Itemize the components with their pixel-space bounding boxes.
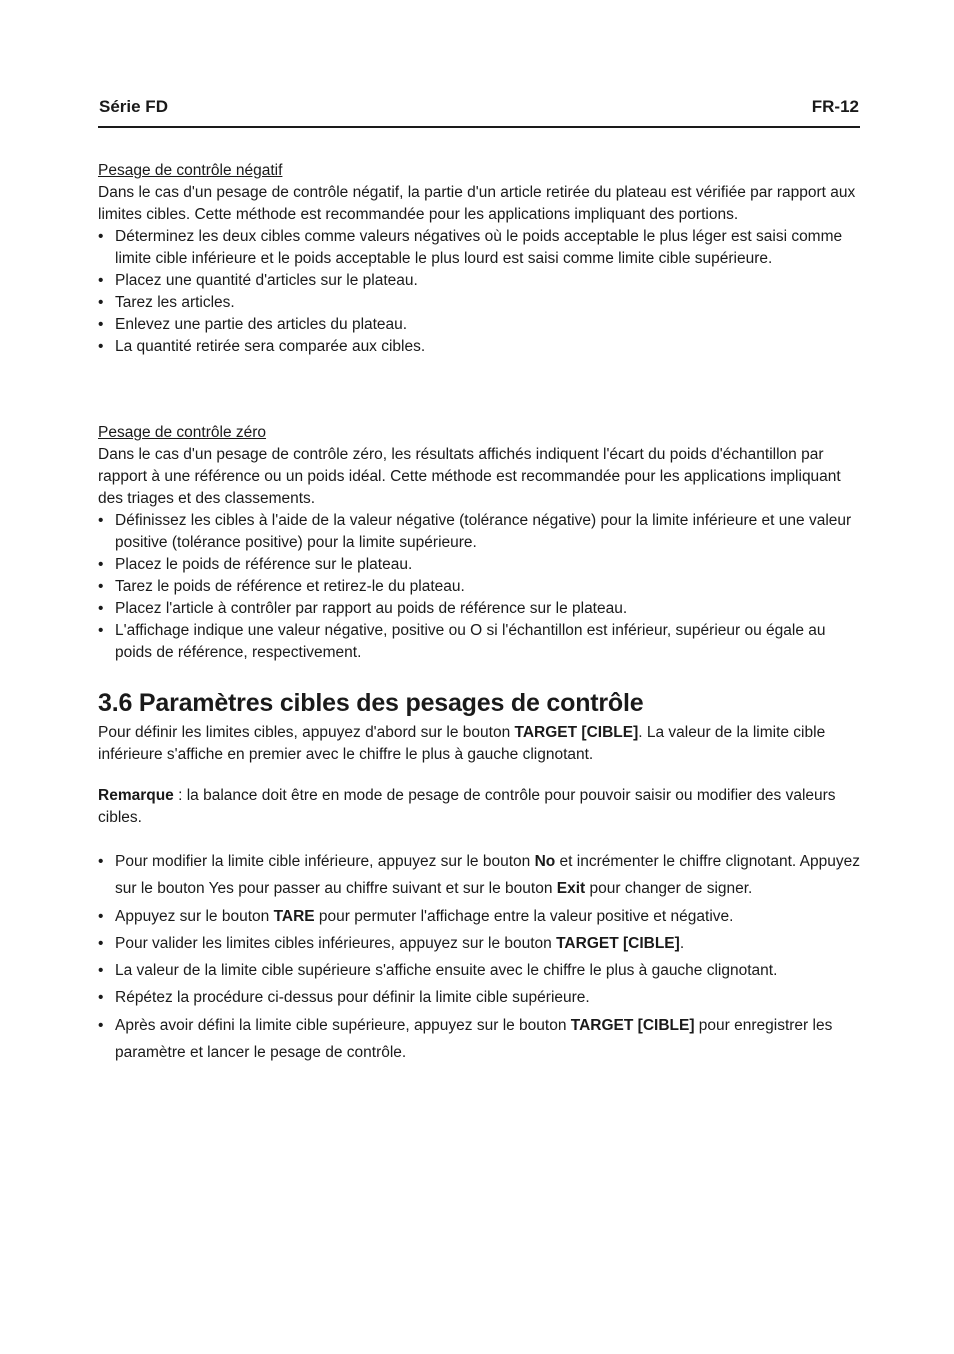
list-item: • La quantité retirée sera comparée aux cibles. bbox=[98, 336, 860, 358]
note-label: Remarque bbox=[98, 787, 174, 804]
list-item: • Tarez les articles. bbox=[98, 292, 860, 314]
list-item: • Pour modifier la limite cible inférieure, appuyez sur le bouton No et incrémenter le chiffre clignotant. Appuyez sur le bouton Yes pour passer au chiffre suivant et sur le bouton Exit pour changer de signer. bbox=[98, 848, 860, 903]
list-item: • L'affichage indique une valeur négative, positive ou O si l'échantillon est inférieur, supérieur ou égale au poids de référence, respectivement. bbox=[98, 620, 860, 664]
negative-check-intro: Dans le cas d'un pesage de contrôle négatif, la partie d'un article retirée du plateau est vérifiée par rapport aux limites cibles. Cette méthode est recommandée pour les applications impliquant des portions. bbox=[98, 184, 856, 223]
list-item: • Appuyez sur le bouton TARE pour permuter l'affichage entre la valeur positive et négative. bbox=[98, 903, 860, 930]
section-intro: Pour définir les limites cibles, appuyez d'abord sur le bouton TARGET [CIBLE]. La valeur de la limite cible inférieure s'affiche en premier avec le chiffre le plus à gauche clignotant. bbox=[98, 724, 826, 763]
target-steps bbox=[98, 848, 860, 1066]
target-button-name: TARGET [CIBLE] bbox=[514, 724, 639, 741]
negative-check-steps bbox=[98, 226, 860, 358]
zero-check-section bbox=[98, 422, 860, 664]
negative-check-section bbox=[98, 160, 860, 358]
note bbox=[98, 785, 860, 829]
list-item: • La valeur de la limite cible supérieure s'affiche ensuite avec le chiffre le plus à gauche clignotant. bbox=[98, 957, 860, 984]
zero-check-steps bbox=[98, 510, 860, 664]
list-item: • Définissez les cibles à l'aide de la valeur négative (tolérance négative) pour la limite inférieure et une valeur positive (tolérance positive) pour la limite supérieure. bbox=[98, 510, 860, 554]
list-item: • Enlevez une partie des articles du plateau. bbox=[98, 314, 860, 336]
series-label: Série FD bbox=[99, 97, 168, 116]
section-title: 3.6 Paramètres cibles des pesages de contrôle bbox=[98, 689, 644, 717]
list-item: • Placez une quantité d'articles sur le plateau. bbox=[98, 270, 860, 292]
list-item: • Placez l'article à contrôler par rapport au poids de référence sur le plateau. bbox=[98, 598, 860, 620]
list-item: • Déterminez les deux cibles comme valeurs négatives où le poids acceptable le plus léger est saisi comme limite cible inférieure et le poids acceptable le plus lourd est saisi comme limite cible supérieure. bbox=[98, 226, 860, 270]
list-item: • Après avoir défini la limite cible supérieure, appuyez sur le bouton TARGET [CIBLE] pour enregistrer les paramètre et lancer le pesage de contrôle. bbox=[98, 1012, 860, 1067]
page-header bbox=[98, 96, 860, 128]
list-item: • Répétez la procédure ci-dessus pour définir la limite cible supérieure. bbox=[98, 984, 860, 1011]
zero-check-intro: Dans le cas d'un pesage de contrôle zéro, les résultats affichés indiquent l'écart du poids d'échantillon par rapport à une référence ou un poids idéal. Cette méthode est recommandée pour les applications impliquant des triages et des classements. bbox=[98, 446, 841, 507]
page-number: FR-12 bbox=[811, 97, 859, 116]
zero-check-title: Pesage de contrôle zéro bbox=[98, 424, 267, 441]
negative-check-title: Pesage de contrôle négatif bbox=[98, 162, 283, 179]
list-item: • Pour valider les limites cibles inférieures, appuyez sur le bouton TARGET [CIBLE]. bbox=[98, 930, 860, 957]
list-item: • Placez le poids de référence sur le plateau. bbox=[98, 554, 860, 576]
note-text: : la balance doit être en mode de pesage de contrôle pour pouvoir saisir ou modifier des valeurs cibles. bbox=[98, 787, 836, 826]
list-item: • Tarez le poids de référence et retirez-le du plateau. bbox=[98, 576, 860, 598]
